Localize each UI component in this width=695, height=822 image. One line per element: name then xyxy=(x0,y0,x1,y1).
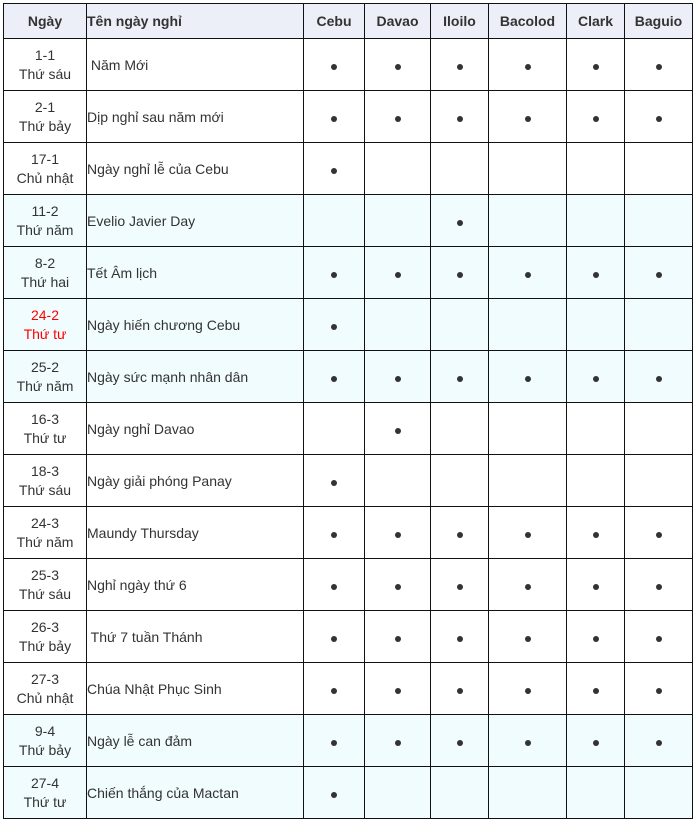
mark-cell-bacolod xyxy=(489,455,567,507)
bullet-dot-icon xyxy=(525,740,531,746)
mark-cell-davao xyxy=(365,195,431,247)
date-value: 18-3 xyxy=(30,462,60,479)
bullet-dot-icon xyxy=(525,636,531,642)
header-city-bacolod: Bacolod xyxy=(489,4,567,39)
weekday-value: Thứ tư xyxy=(23,325,67,342)
bullet-dot-icon xyxy=(395,376,401,382)
mark-cell-clark xyxy=(567,767,625,819)
mark-cell-bacolod xyxy=(489,39,567,91)
holiday-name-cell: Ngày lễ can đảm xyxy=(87,715,304,767)
date-value: 24-3 xyxy=(30,514,60,531)
date-cell xyxy=(4,91,87,143)
bullet-dot-icon xyxy=(457,740,463,746)
mark-cell-davao xyxy=(365,611,431,663)
bullet-dot-icon xyxy=(593,116,599,122)
mark-cell-bacolod xyxy=(489,403,567,455)
table-row xyxy=(4,663,693,715)
mark-cell-baguio xyxy=(625,91,693,143)
holiday-name-cell: Ngày giải phóng Panay xyxy=(87,455,304,507)
bullet-dot-icon xyxy=(331,688,337,694)
date-value: 25-2 xyxy=(30,358,60,375)
bullet-dot-icon xyxy=(457,532,463,538)
bullet-dot-icon xyxy=(331,376,337,382)
mark-cell-baguio xyxy=(625,143,693,195)
mark-cell-davao xyxy=(365,143,431,195)
bullet-dot-icon xyxy=(331,324,337,330)
date-value: 1-1 xyxy=(34,46,56,63)
holiday-name-cell: Năm Mới xyxy=(87,39,304,91)
table-row xyxy=(4,195,693,247)
holiday-name-cell: Ngày hiến chương Cebu xyxy=(87,299,304,351)
bullet-dot-icon xyxy=(395,740,401,746)
weekday-value: Chủ nhật xyxy=(16,169,74,186)
date-value: 2-1 xyxy=(34,98,56,115)
table-body xyxy=(4,39,693,819)
bullet-dot-icon xyxy=(593,688,599,694)
mark-cell-cebu xyxy=(304,611,365,663)
holiday-name-cell: Thứ 7 tuần Thánh xyxy=(87,611,304,663)
date-cell xyxy=(4,143,87,195)
table-row xyxy=(4,143,693,195)
date-value: 24-2 xyxy=(30,306,60,323)
header-row xyxy=(4,4,693,39)
mark-cell-davao xyxy=(365,247,431,299)
date-value: 16-3 xyxy=(30,410,60,427)
mark-cell-iloilo xyxy=(431,143,489,195)
bullet-dot-icon xyxy=(525,688,531,694)
weekday-value: Thứ hai xyxy=(20,273,70,290)
header-date: Ngày xyxy=(4,4,87,39)
mark-cell-iloilo xyxy=(431,195,489,247)
date-cell xyxy=(4,767,87,819)
mark-cell-bacolod xyxy=(489,247,567,299)
mark-cell-iloilo xyxy=(431,715,489,767)
mark-cell-bacolod xyxy=(489,663,567,715)
mark-cell-clark xyxy=(567,559,625,611)
date-value: 26-3 xyxy=(30,618,60,635)
bullet-dot-icon xyxy=(593,532,599,538)
weekday-value: Thứ sáu xyxy=(18,585,72,602)
mark-cell-iloilo xyxy=(431,455,489,507)
weekday-value: Thứ bảy xyxy=(18,117,72,134)
mark-cell-cebu xyxy=(304,767,365,819)
date-value: 25-3 xyxy=(30,566,60,583)
bullet-dot-icon xyxy=(395,636,401,642)
mark-cell-bacolod xyxy=(489,559,567,611)
mark-cell-davao xyxy=(365,507,431,559)
bullet-dot-icon xyxy=(593,272,599,278)
table-row xyxy=(4,767,693,819)
weekday-value: Thứ sáu xyxy=(18,481,72,498)
holiday-name-cell: Tết Âm lịch xyxy=(87,247,304,299)
bullet-dot-icon xyxy=(525,532,531,538)
mark-cell-davao xyxy=(365,767,431,819)
mark-cell-iloilo xyxy=(431,403,489,455)
date-value: 27-3 xyxy=(30,670,60,687)
mark-cell-davao xyxy=(365,663,431,715)
mark-cell-baguio xyxy=(625,247,693,299)
bullet-dot-icon xyxy=(331,272,337,278)
bullet-dot-icon xyxy=(656,532,662,538)
mark-cell-clark xyxy=(567,663,625,715)
mark-cell-clark xyxy=(567,611,625,663)
mark-cell-bacolod xyxy=(489,507,567,559)
holiday-name-cell: Nghỉ ngày thứ 6 xyxy=(87,559,304,611)
mark-cell-iloilo xyxy=(431,663,489,715)
date-cell xyxy=(4,299,87,351)
mark-cell-baguio xyxy=(625,663,693,715)
mark-cell-baguio xyxy=(625,455,693,507)
mark-cell-clark xyxy=(567,403,625,455)
bullet-dot-icon xyxy=(593,584,599,590)
bullet-dot-icon xyxy=(395,584,401,590)
mark-cell-davao xyxy=(365,455,431,507)
mark-cell-iloilo xyxy=(431,39,489,91)
weekday-value: Thứ sáu xyxy=(18,65,72,82)
bullet-dot-icon xyxy=(656,740,662,746)
date-cell xyxy=(4,455,87,507)
bullet-dot-icon xyxy=(457,116,463,122)
mark-cell-bacolod xyxy=(489,351,567,403)
mark-cell-cebu xyxy=(304,403,365,455)
table-row xyxy=(4,455,693,507)
bullet-dot-icon xyxy=(457,636,463,642)
date-cell xyxy=(4,403,87,455)
bullet-dot-icon xyxy=(331,532,337,538)
mark-cell-baguio xyxy=(625,715,693,767)
bullet-dot-icon xyxy=(457,376,463,382)
table-row xyxy=(4,299,693,351)
weekday-value: Thứ năm xyxy=(16,221,74,238)
mark-cell-iloilo xyxy=(431,91,489,143)
date-cell xyxy=(4,715,87,767)
mark-cell-clark xyxy=(567,299,625,351)
weekday-value: Chủ nhật xyxy=(16,689,74,706)
bullet-dot-icon xyxy=(656,64,662,70)
table-row xyxy=(4,507,693,559)
bullet-dot-icon xyxy=(331,480,337,486)
table-row xyxy=(4,403,693,455)
date-cell xyxy=(4,507,87,559)
mark-cell-clark xyxy=(567,507,625,559)
mark-cell-baguio xyxy=(625,767,693,819)
mark-cell-baguio xyxy=(625,195,693,247)
mark-cell-iloilo xyxy=(431,299,489,351)
bullet-dot-icon xyxy=(331,168,337,174)
mark-cell-clark xyxy=(567,143,625,195)
mark-cell-bacolod xyxy=(489,715,567,767)
mark-cell-bacolod xyxy=(489,299,567,351)
bullet-dot-icon xyxy=(457,688,463,694)
mark-cell-clark xyxy=(567,91,625,143)
mark-cell-clark xyxy=(567,195,625,247)
mark-cell-cebu xyxy=(304,507,365,559)
weekday-value: Thứ bảy xyxy=(18,741,72,758)
mark-cell-cebu xyxy=(304,195,365,247)
date-cell xyxy=(4,559,87,611)
bullet-dot-icon xyxy=(656,116,662,122)
date-cell xyxy=(4,611,87,663)
mark-cell-baguio xyxy=(625,403,693,455)
mark-cell-davao xyxy=(365,39,431,91)
mark-cell-clark xyxy=(567,455,625,507)
bullet-dot-icon xyxy=(395,64,401,70)
table-row xyxy=(4,351,693,403)
weekday-value: Thứ tư xyxy=(23,429,67,446)
mark-cell-davao xyxy=(365,559,431,611)
mark-cell-baguio xyxy=(625,39,693,91)
date-value: 17-1 xyxy=(30,150,60,167)
weekday-value: Thứ tư xyxy=(23,793,67,810)
header-city-cebu: Cebu xyxy=(304,4,365,39)
date-value: 8-2 xyxy=(34,254,56,271)
weekday-value: Thứ năm xyxy=(16,533,74,550)
header-holiday-name: Tên ngày nghỉ xyxy=(87,4,304,39)
mark-cell-baguio xyxy=(625,351,693,403)
bullet-dot-icon xyxy=(656,636,662,642)
holiday-table xyxy=(3,3,693,819)
mark-cell-cebu xyxy=(304,39,365,91)
header-city-clark: Clark xyxy=(567,4,625,39)
mark-cell-davao xyxy=(365,403,431,455)
mark-cell-bacolod xyxy=(489,611,567,663)
bullet-dot-icon xyxy=(395,428,401,434)
mark-cell-clark xyxy=(567,715,625,767)
bullet-dot-icon xyxy=(395,272,401,278)
bullet-dot-icon xyxy=(656,584,662,590)
holiday-name-cell: Maundy Thursday xyxy=(87,507,304,559)
mark-cell-baguio xyxy=(625,299,693,351)
date-cell xyxy=(4,247,87,299)
mark-cell-clark xyxy=(567,247,625,299)
holiday-name-cell: Dịp nghỉ sau năm mới xyxy=(87,91,304,143)
holiday-name-cell: Ngày sức mạnh nhân dân xyxy=(87,351,304,403)
date-cell xyxy=(4,351,87,403)
bullet-dot-icon xyxy=(593,64,599,70)
mark-cell-cebu xyxy=(304,351,365,403)
bullet-dot-icon xyxy=(331,792,337,798)
bullet-dot-icon xyxy=(395,116,401,122)
bullet-dot-icon xyxy=(656,688,662,694)
table-row xyxy=(4,39,693,91)
mark-cell-cebu xyxy=(304,663,365,715)
mark-cell-iloilo xyxy=(431,767,489,819)
date-value: 27-4 xyxy=(30,774,60,791)
bullet-dot-icon xyxy=(593,740,599,746)
header-city-iloilo: Iloilo xyxy=(431,4,489,39)
bullet-dot-icon xyxy=(331,636,337,642)
holiday-name-cell: Ngày nghỉ lễ của Cebu xyxy=(87,143,304,195)
bullet-dot-icon xyxy=(395,688,401,694)
table-row xyxy=(4,247,693,299)
mark-cell-iloilo xyxy=(431,247,489,299)
mark-cell-davao xyxy=(365,715,431,767)
mark-cell-iloilo xyxy=(431,559,489,611)
mark-cell-bacolod xyxy=(489,767,567,819)
date-cell xyxy=(4,663,87,715)
holiday-name-cell: Chúa Nhật Phục Sinh xyxy=(87,663,304,715)
bullet-dot-icon xyxy=(331,740,337,746)
mark-cell-cebu xyxy=(304,299,365,351)
bullet-dot-icon xyxy=(525,272,531,278)
mark-cell-cebu xyxy=(304,247,365,299)
header-city-davao: Davao xyxy=(365,4,431,39)
mark-cell-bacolod xyxy=(489,91,567,143)
weekday-value: Thứ năm xyxy=(16,377,74,394)
mark-cell-iloilo xyxy=(431,611,489,663)
mark-cell-baguio xyxy=(625,559,693,611)
bullet-dot-icon xyxy=(525,376,531,382)
table-row xyxy=(4,611,693,663)
header-city-baguio: Baguio xyxy=(625,4,693,39)
mark-cell-davao xyxy=(365,91,431,143)
bullet-dot-icon xyxy=(525,64,531,70)
mark-cell-clark xyxy=(567,351,625,403)
bullet-dot-icon xyxy=(593,376,599,382)
mark-cell-cebu xyxy=(304,455,365,507)
holiday-name-cell: Chiến thắng của Mactan xyxy=(87,767,304,819)
mark-cell-bacolod xyxy=(489,195,567,247)
mark-cell-baguio xyxy=(625,507,693,559)
mark-cell-iloilo xyxy=(431,351,489,403)
mark-cell-clark xyxy=(567,39,625,91)
mark-cell-davao xyxy=(365,351,431,403)
bullet-dot-icon xyxy=(331,584,337,590)
mark-cell-cebu xyxy=(304,559,365,611)
mark-cell-davao xyxy=(365,299,431,351)
bullet-dot-icon xyxy=(457,584,463,590)
bullet-dot-icon xyxy=(593,636,599,642)
date-value: 9-4 xyxy=(34,722,56,739)
table-row xyxy=(4,559,693,611)
bullet-dot-icon xyxy=(656,272,662,278)
date-cell xyxy=(4,39,87,91)
holiday-name-cell: Ngày nghỉ Davao xyxy=(87,403,304,455)
mark-cell-cebu xyxy=(304,143,365,195)
bullet-dot-icon xyxy=(331,116,337,122)
date-cell xyxy=(4,195,87,247)
mark-cell-bacolod xyxy=(489,143,567,195)
bullet-dot-icon xyxy=(457,64,463,70)
table-row xyxy=(4,715,693,767)
bullet-dot-icon xyxy=(457,272,463,278)
bullet-dot-icon xyxy=(395,532,401,538)
bullet-dot-icon xyxy=(457,220,463,226)
mark-cell-cebu xyxy=(304,715,365,767)
holiday-name-cell: Evelio Javier Day xyxy=(87,195,304,247)
weekday-value: Thứ bảy xyxy=(18,637,72,654)
bullet-dot-icon xyxy=(656,376,662,382)
mark-cell-iloilo xyxy=(431,507,489,559)
mark-cell-baguio xyxy=(625,611,693,663)
mark-cell-cebu xyxy=(304,91,365,143)
bullet-dot-icon xyxy=(525,116,531,122)
bullet-dot-icon xyxy=(331,64,337,70)
date-value: 11-2 xyxy=(31,202,59,219)
bullet-dot-icon xyxy=(525,584,531,590)
table-row xyxy=(4,91,693,143)
